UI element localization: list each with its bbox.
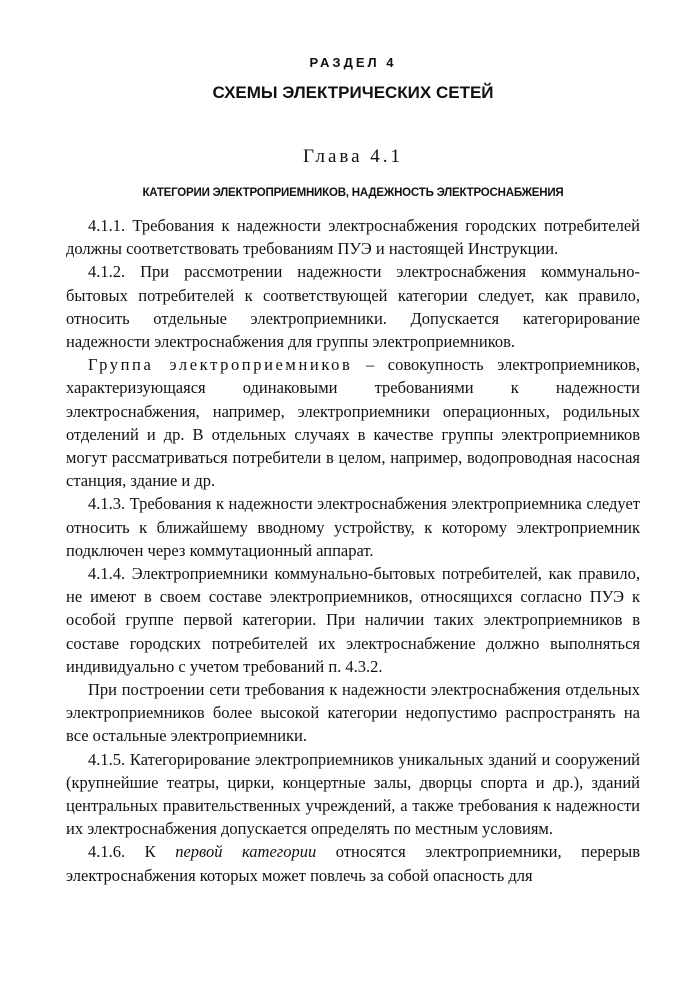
document-page: [66, 52, 640, 992]
chapter-label: Глава 4.1: [302, 146, 404, 167]
paragraph-4-1-2: 4.1.2. При рассмотрении надежности электроснабжения коммунально-бытовых потребителей к соответствующей категории следует, как правило, относить отдельные электроприемники. Допускается категорирование надежности электроснабжения для группы электроприемников.: [66, 262, 640, 352]
section-label: РАЗДЕЛ 4: [309, 55, 397, 70]
paragraph-group-definition: [66, 353, 640, 492]
paragraph-4-1-4: 4.1.4. Электроприемники коммунально-бытовых потребителей, как правило, не имеют в своем составе электроприемников, относящихся согласно ПУЭ к особой группе первой категории. При наличии таких электроприемников в составе городских потребителей их электроснабжение должно выполняться индивидуально с учетом требований п. 4.3.2.: [66, 564, 640, 676]
paragraph-4-1-6-rest: относятся электроприемники, перерыв электроснабжения которых может повлечь за собой опасность для: [66, 842, 640, 885]
paragraph-4-1-6-start: 4.1.6. К: [88, 842, 176, 862]
paragraph-4-1-6: [66, 840, 640, 886]
group-definition-text: – совокупность электроприемников, характеризующаяся одинаковыми требованиями к надежности электроснабжения, например, электроприемники операционных, родильных отделений и др. В отдельных случаях в качестве группы электроприемников могут рассматриваться потребители в целом, например, водопроводная насосная станция, здание и др.: [66, 355, 640, 491]
group-term: Группа электроприемников: [88, 355, 353, 375]
paragraph-4-1-5: 4.1.5. Категорирование электроприемников уникальных зданий и сооружений (крупнейшие театры, цирки, концертные залы, дворцы спорта и др.), зданий центральных правительственных учреждений, а также требования к надежности их электроснабжения допускается определять по местным условиям.: [66, 749, 640, 839]
chapter-body: [66, 214, 640, 887]
first-category-term: первой категории: [175, 842, 317, 862]
section-title: СХЕМЫ ЭЛЕКТРИЧЕСКИХ СЕТЕЙ: [212, 83, 494, 102]
paragraph-network: При построении сети требования к надежности электроснабжения отдельных электроприемников более высокой категории недопустимо распространять на все остальные электроприемники.: [66, 680, 640, 746]
paragraph-4-1-3: 4.1.3. Требования к надежности электроснабжения электроприемника следует относить к ближайшему вводному устройству, к которому электроприемник подключен через коммутационный аппарат.: [66, 494, 640, 560]
paragraph-4-1-1: 4.1.1. Требования к надежности электроснабжения городских потребителей должны соответствовать требованиям ПУЭ и настоящей Инструкции.: [66, 216, 640, 259]
chapter-title: КАТЕГОРИИ ЭЛЕКТРОПРИЕМНИКОВ, НАДЕЖНОСТЬ ЭЛЕКТРОСНАБЖЕНИЯ: [142, 187, 564, 199]
